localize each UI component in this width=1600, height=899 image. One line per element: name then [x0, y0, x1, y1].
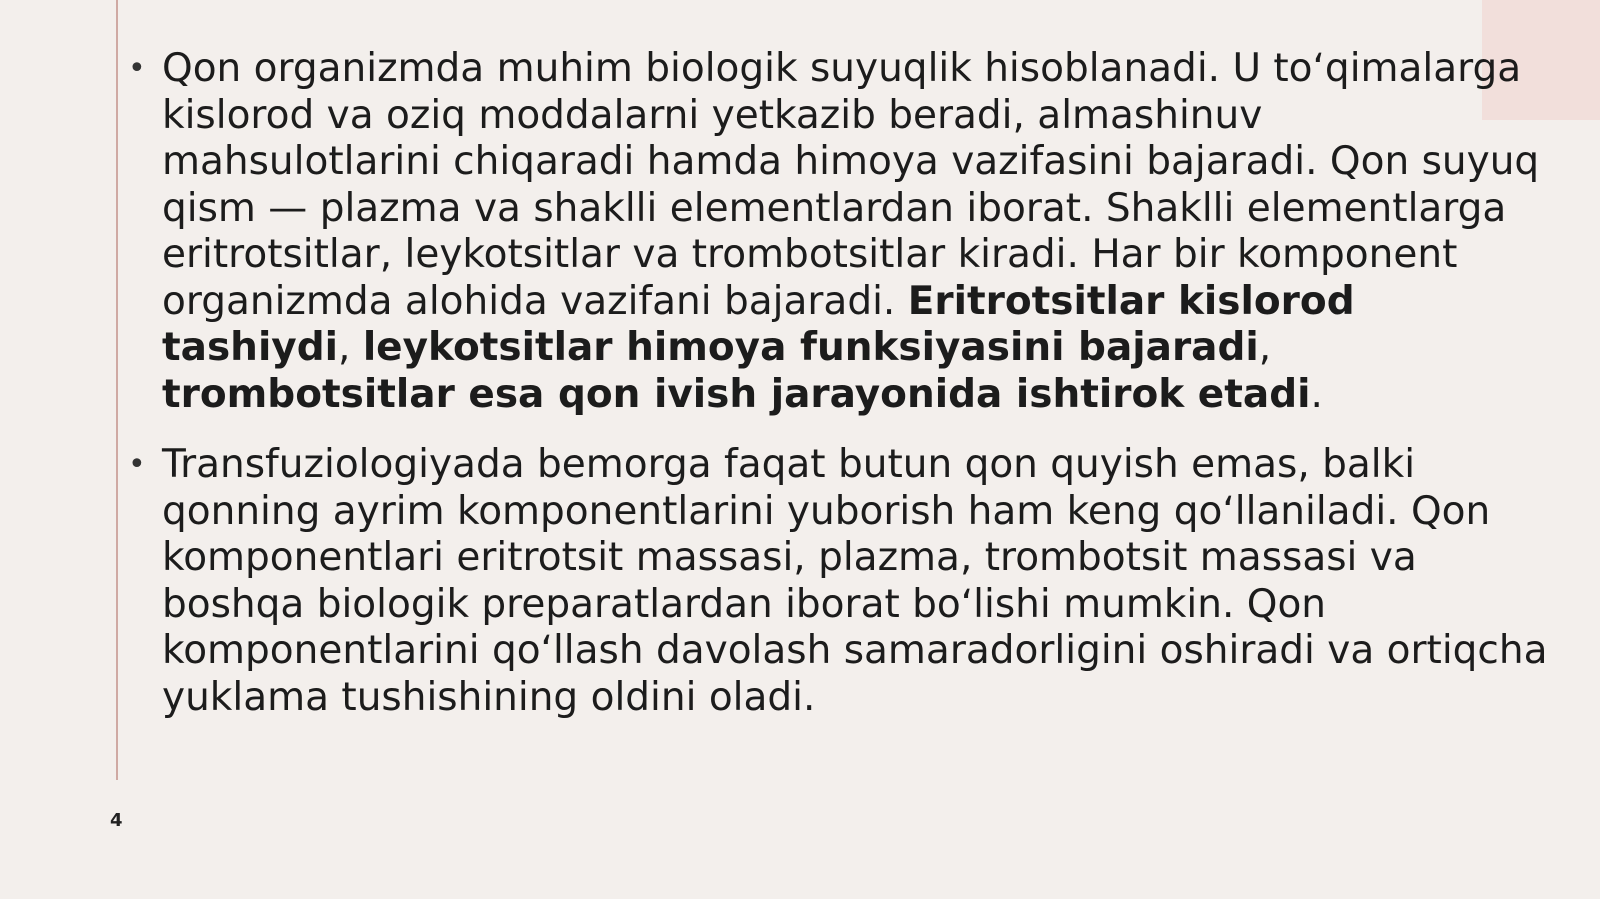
bullet-1-separator-1: , — [338, 325, 363, 370]
bullet-1-bold-thrombocytes: trombotsitlar esa qon ivish jarayonida ishtirok etadi — [162, 371, 1311, 417]
bullet-icon: • — [128, 51, 146, 86]
bullet-item-1 — [128, 46, 1548, 418]
bullet-1-separator-2: , — [1258, 325, 1272, 370]
bullet-icon: • — [128, 447, 146, 482]
bullet-1-text: Qon organizmda muhim biologik suyuqlik hisoblanadi. U to‘qimalarga kislorod va oziq moddalarni yetkazib beradi, almashinuv mahsulotlarini chiqaradi hamda himoya vazifasini bajaradi. Qon suyuq qism — plazma va shaklli elementlardan iborat. Shaklli elementlarga eritrotsitlar, leykotsitlar va trombotsitlar kiradi. Har bir komponent organizmda alohida vazifani bajaradi. — [162, 46, 1540, 324]
bullet-2-text: Transfuziologiyada bemorga faqat butun qon quyish emas, balki qonning ayrim komponentlarini yuborish ham keng qo‘llaniladi. Qon komponentlari eritrotsit massasi, plazma, trombotsit massasi va boshqa biologik preparatlardan iborat bo‘lishi mumkin. Qon komponentlarini qo‘llash davolash samaradorligini oshiradi va ortiqcha yuklama tushishining oldini oladi. — [162, 442, 1548, 720]
bullet-1-end: . — [1310, 371, 1323, 417]
bullet-1-bold-leukocytes: leykotsitlar himoya funksiyasini bajaradi — [362, 325, 1259, 370]
slide-content — [128, 46, 1548, 745]
page-number: 4 — [110, 810, 123, 831]
bullet-item-2 — [128, 442, 1548, 721]
accent-vertical-line — [116, 0, 118, 780]
bullet-1-bold-erythrocytes: Eritrotsitlar kislorod tashiydi — [162, 278, 1355, 370]
